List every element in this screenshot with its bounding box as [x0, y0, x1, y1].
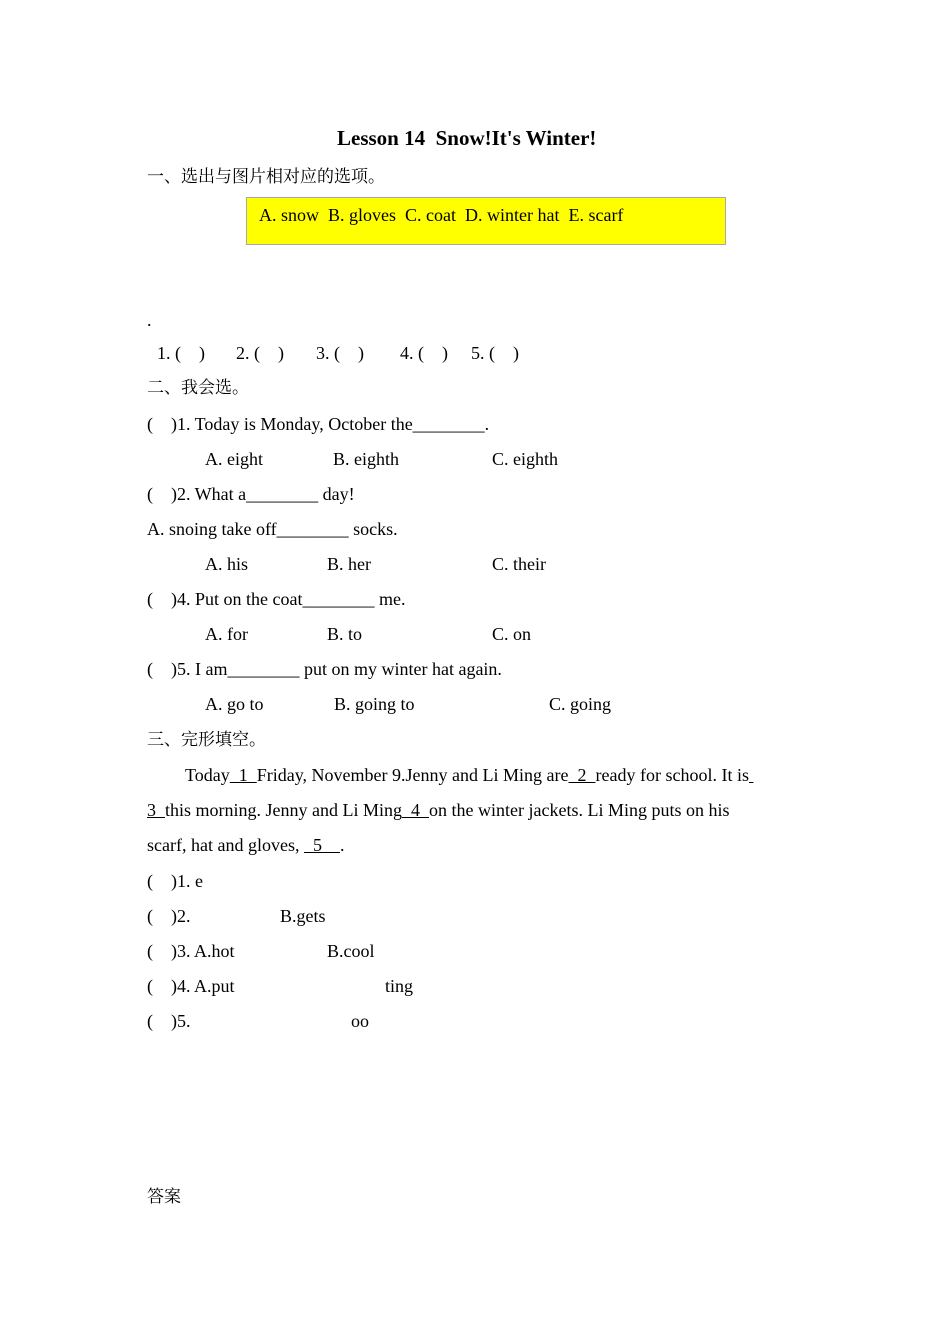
cloze-blank-3-start [749, 765, 754, 785]
cloze-item-option-b: oo [351, 1011, 369, 1031]
passage-line-1 [185, 764, 753, 786]
section3-heading: 三、完形填空。 [147, 730, 266, 750]
passage-text: scarf, hat and gloves, [147, 835, 304, 855]
option-a: A. for [205, 624, 248, 644]
cloze-item-stem: ( )3. A.hot [147, 941, 235, 961]
cloze-item-option-b: B.cool [327, 941, 375, 961]
stray-mark: . [147, 310, 152, 330]
page-title: Lesson 14 Snow!It's Winter! [337, 126, 597, 150]
cloze-blank-3: 3 [147, 800, 165, 820]
answer-blank-5: 5. ( ) [471, 343, 519, 363]
options-box [246, 197, 726, 245]
cloze-item-option-b: B.gets [280, 906, 326, 926]
option-c: C. on [492, 624, 532, 644]
option-c: C. eighth [492, 449, 558, 469]
option-b: B. going to [334, 694, 415, 714]
cloze-item-stem: ( )5. [147, 1011, 191, 1031]
section1-heading: 一、选出与图片相对应的选项。 [147, 167, 385, 187]
passage-text: on the winter jackets. Li Ming puts on his [429, 800, 730, 820]
option-b: B. eighth [333, 449, 399, 469]
option-a: A. eight [205, 449, 263, 469]
answer-blank-2: 2. ( ) [236, 343, 284, 363]
passage-text: . [339, 835, 345, 855]
option-a: A. his [205, 554, 249, 574]
passage-text: ready for school. It is [595, 765, 749, 785]
option-a: A. go to [205, 694, 264, 714]
passage-text: this morning. Jenny and Li Ming [165, 800, 402, 820]
section2-heading: 二、我会选。 [147, 378, 249, 398]
passage-text: Friday, November 9.Jenny and Li Ming are [256, 765, 569, 785]
option-c: C. their [492, 554, 546, 574]
passage-text: Today [185, 765, 230, 785]
answer-blank-4: 4. ( ) [400, 343, 448, 363]
question-stem: ( )5. I am________ put on my winter hat again. [147, 659, 502, 679]
cloze-blank-1: 1 [229, 765, 257, 785]
answer-blank-1: 1. ( ) [157, 343, 205, 363]
cloze-blank-4: 4 [402, 800, 429, 820]
option-b: B. her [327, 554, 371, 574]
option-c: C. going [549, 694, 612, 714]
passage-line-3 [147, 834, 344, 856]
cloze-item-stem: ( )2. [147, 906, 191, 926]
answer-blank-3: 3. ( ) [316, 343, 364, 363]
answers-heading: 答案 [147, 1187, 181, 1207]
question-stem: ( )4. Put on the coat________ me. [147, 589, 406, 609]
cloze-item-option-b: ting [385, 976, 414, 996]
cloze-blank-2: 2 [568, 765, 596, 785]
option-b: B. to [327, 624, 363, 644]
question-stem: ( )2. What a________ day! [147, 484, 355, 504]
options-box-text: A. snow B. gloves C. coat D. winter hat E. scarf [259, 205, 624, 225]
passage-line-2 [147, 799, 729, 821]
cloze-item-stem: ( )1. e [147, 871, 203, 891]
question-stem: ( )1. Today is Monday, October the________. [147, 414, 490, 434]
question-stem: A. snoing take off________ socks. [147, 519, 398, 539]
cloze-item-stem: ( )4. A.put [147, 976, 235, 996]
cloze-blank-5: 5 [303, 835, 340, 855]
